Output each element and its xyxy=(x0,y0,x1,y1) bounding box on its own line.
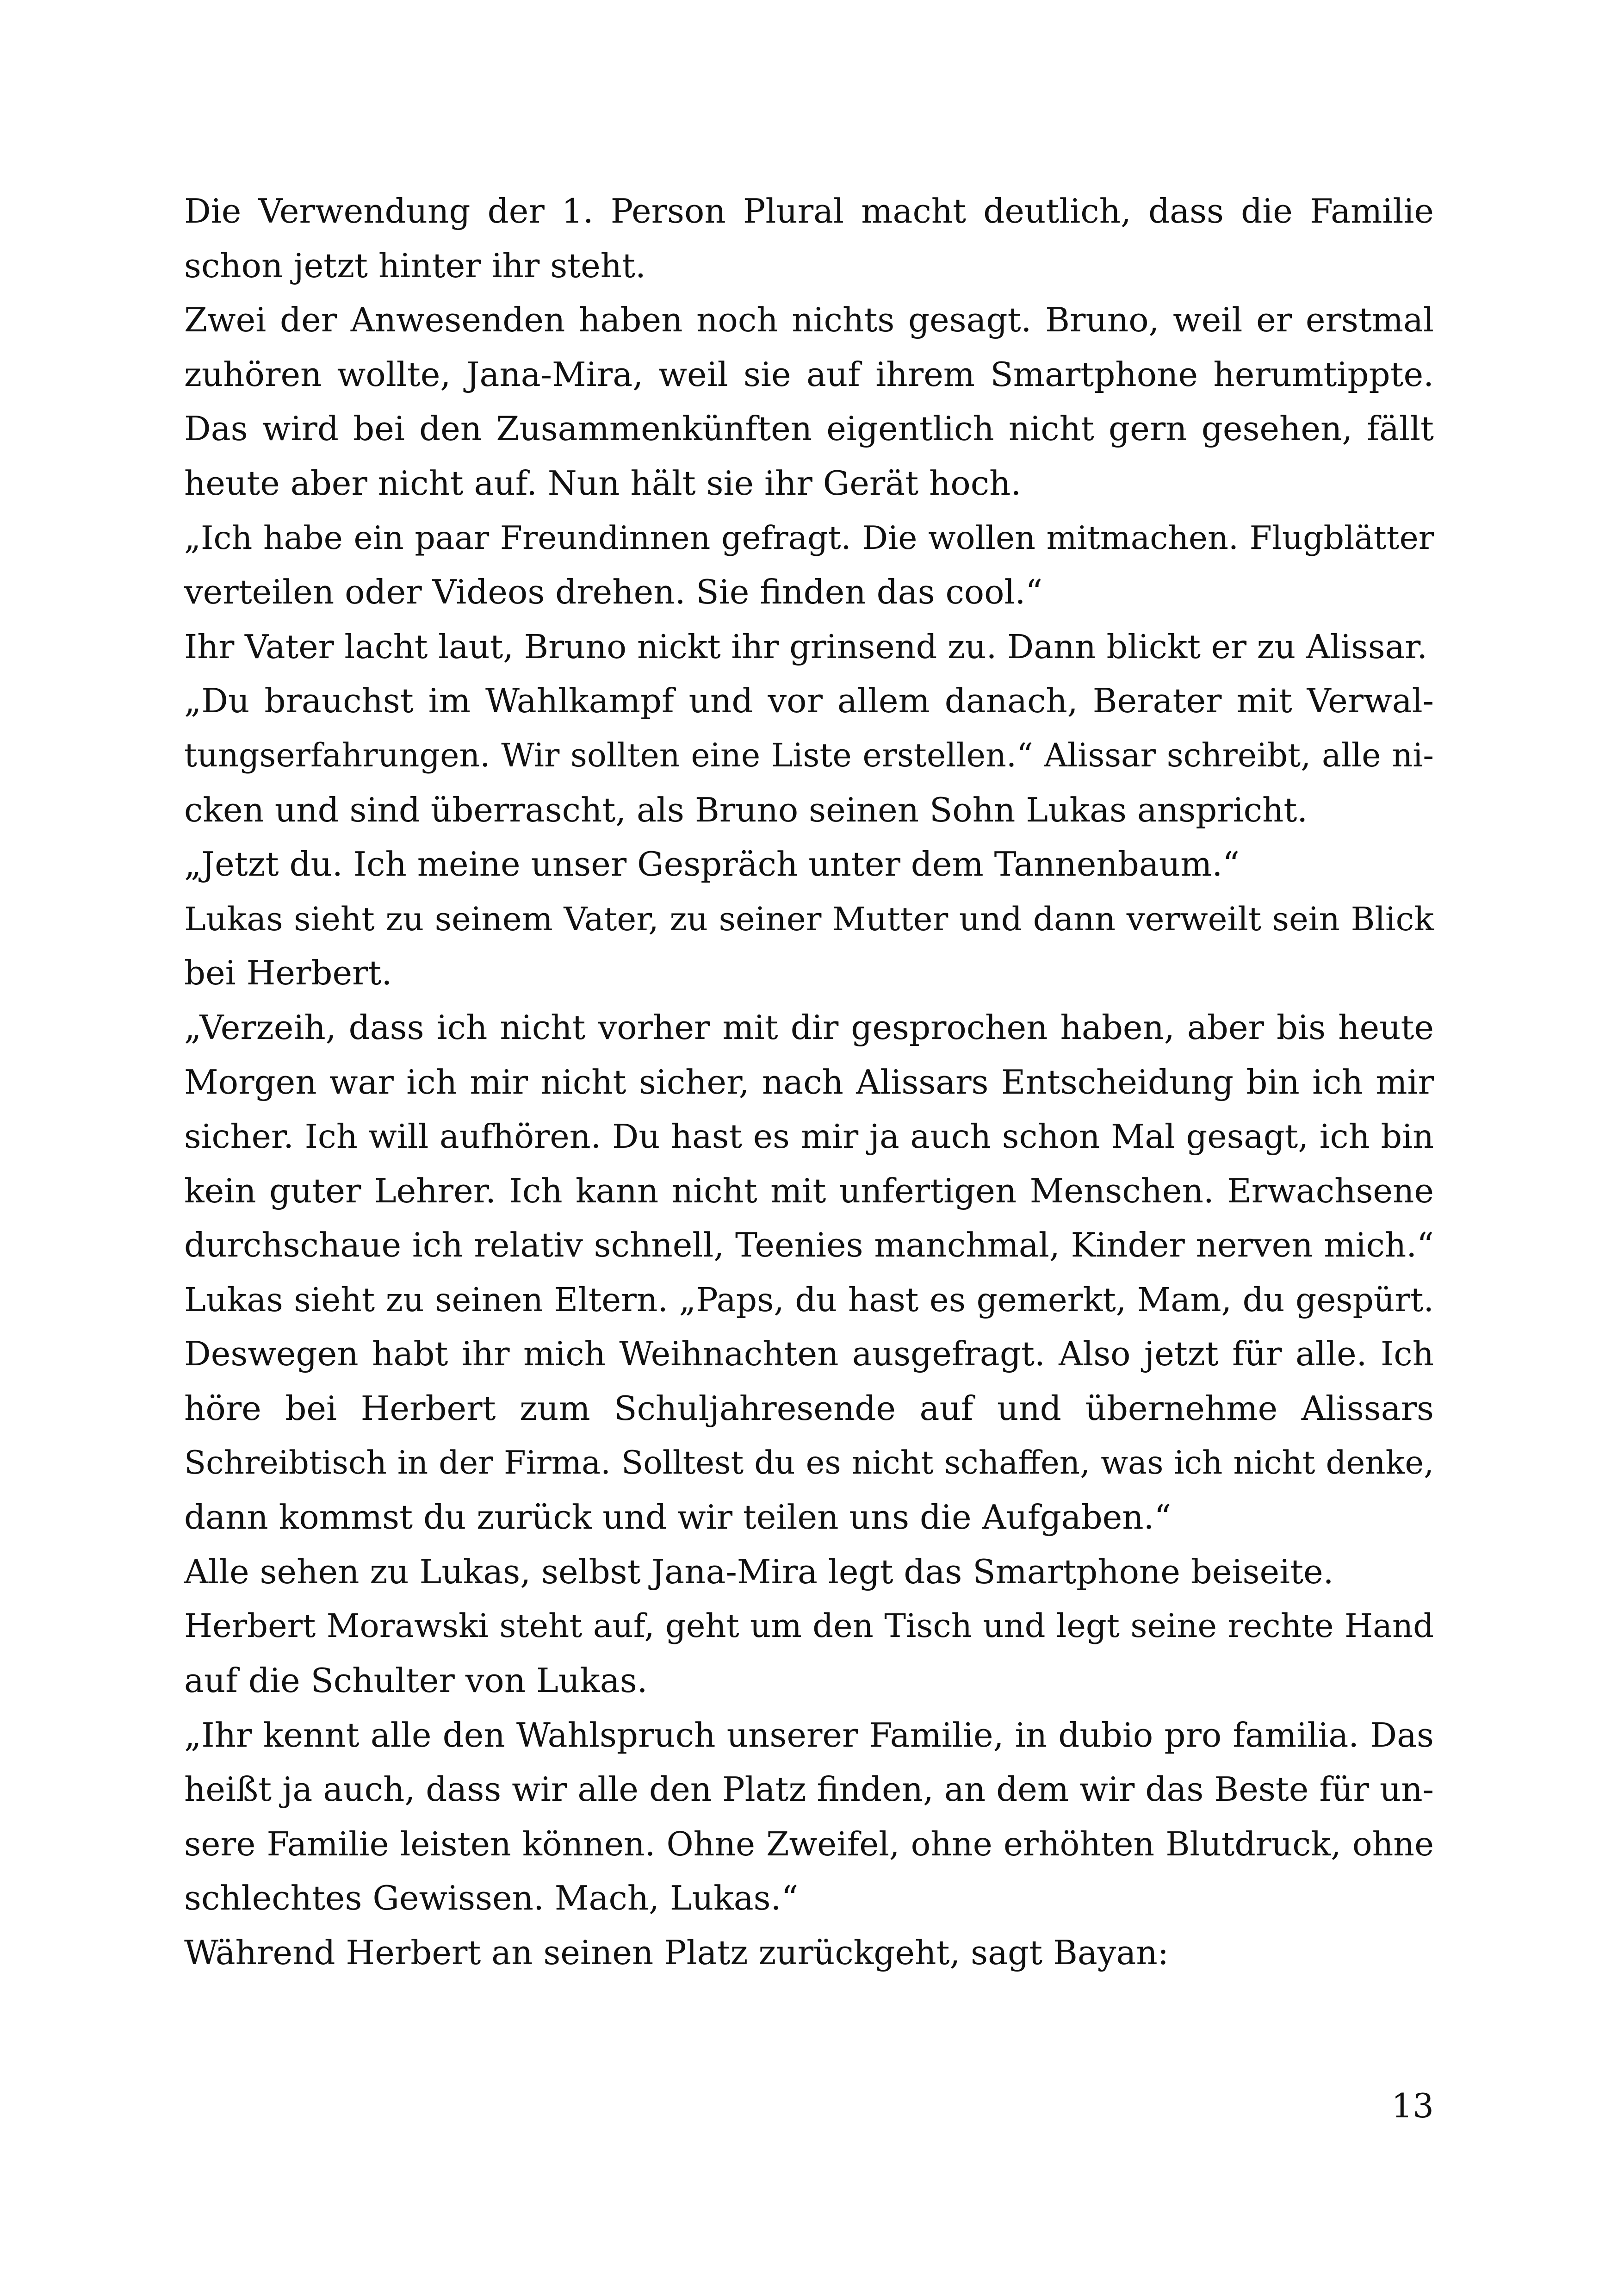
text-line: Morgen war ich mir nicht sicher, nach Alissars Entscheidung bin ich mir xyxy=(184,1062,1434,1101)
text-line: Schreibtisch in der Firma. Solltest du es nicht schaffen, was ich nicht denke, xyxy=(184,1444,1434,1481)
text-line: dann kommst du zurück und wir teilen uns die Aufgaben.“ xyxy=(184,1498,1172,1537)
text-line: auf die Schulter von Lukas. xyxy=(184,1661,648,1700)
text-line: höre bei Herbert zum Schuljahresende auf und übernehme Alissars xyxy=(184,1389,1434,1428)
text-line: Herbert Morawski steht auf, geht um den Tisch und legt seine rechte Hand xyxy=(184,1607,1434,1645)
text-line: Alle sehen zu Lukas, selbst Jana-Mira legt das Smartphone beiseite. xyxy=(184,1552,1334,1591)
text-line: Deswegen habt ihr mich Weihnachten ausgefragt. Also jetzt für alle. Ich xyxy=(184,1334,1434,1374)
body-text xyxy=(184,184,1434,1980)
text-line: Während Herbert an seinen Platz zurückgeht, sagt Bayan: xyxy=(184,1933,1169,1972)
text-line: Ihr Vater lacht laut, Bruno nickt ihr grinsend zu. Dann blickt er zu Alissar. xyxy=(184,627,1428,666)
text-line: „Ihr kennt alle den Wahlspruch unserer Familie, in dubio pro familia. Das xyxy=(184,1715,1434,1755)
text-line: Das wird bei den Zusammenkünften eigentlich nicht gern gesehen, fällt xyxy=(184,409,1434,448)
text-line: zuhören wollte, Jana-Mira, weil sie auf ihrem Smartphone herumtippte. xyxy=(184,355,1434,394)
text-line: verteilen oder Videos drehen. Sie finden das cool.“ xyxy=(184,572,1043,612)
text-line: Zwei der Anwesenden haben noch nichts gesagt. Bruno, weil er erstmal xyxy=(184,300,1434,340)
text-line: bei Herbert. xyxy=(184,953,392,993)
text-line: Lukas sieht zu seinem Vater, zu seiner Mutter und dann verweilt sein Blick xyxy=(184,899,1434,938)
text-line: kein guter Lehrer. Ich kann nicht mit unfertigen Menschen. Erwachsene xyxy=(184,1171,1434,1210)
text-line: schlechtes Gewissen. Mach, Lukas.“ xyxy=(184,1879,799,1918)
text-line: Die Verwendung der 1. Person Plural macht deutlich, dass die Familie xyxy=(184,192,1434,230)
text-line: „Verzeih, dass ich nicht vorher mit dir gesprochen haben, aber bis heute xyxy=(184,1008,1434,1047)
text-line: sicher. Ich will aufhören. Du hast es mir ja auch schon Mal gesagt, ich bin xyxy=(184,1117,1434,1156)
text-line: durchschaue ich relativ schnell, Teenies manchmal, Kinder nerven mich.“ xyxy=(184,1226,1434,1265)
text-line: sere Familie leisten können. Ohne Zweifel, ohne erhöhten Blutdruck, ohne xyxy=(184,1824,1434,1863)
text-line: tungserfahrungen. Wir sollten eine Liste erstellen.“ Alissar schreibt, alle ni- xyxy=(184,736,1434,774)
text-line: Lukas sieht zu seinen Eltern. „Paps, du hast es gemerkt, Mam, du gespürt. xyxy=(184,1280,1434,1319)
text-line: „Jetzt du. Ich meine unser Gespräch unter dem Tannenbaum.“ xyxy=(184,845,1240,884)
text-line: schon jetzt hinter ihr steht. xyxy=(184,246,646,285)
text-line: heute aber nicht auf. Nun hält sie ihr Gerät hoch. xyxy=(184,463,1022,503)
text-line: „Ich habe ein paar Freundinnen gefragt. Die wollen mitmachen. Flugblätter xyxy=(184,519,1434,557)
page-number: 13 xyxy=(1391,2086,1434,2125)
text-line: „Du brauchst im Wahlkampf und vor allem danach, Berater mit Verwal- xyxy=(184,681,1434,721)
text-line: cken und sind überrascht, als Bruno seinen Sohn Lukas anspricht. xyxy=(184,790,1308,829)
text-line: heißt ja auch, dass wir alle den Platz finden, an dem wir das Beste für un- xyxy=(184,1770,1434,1809)
